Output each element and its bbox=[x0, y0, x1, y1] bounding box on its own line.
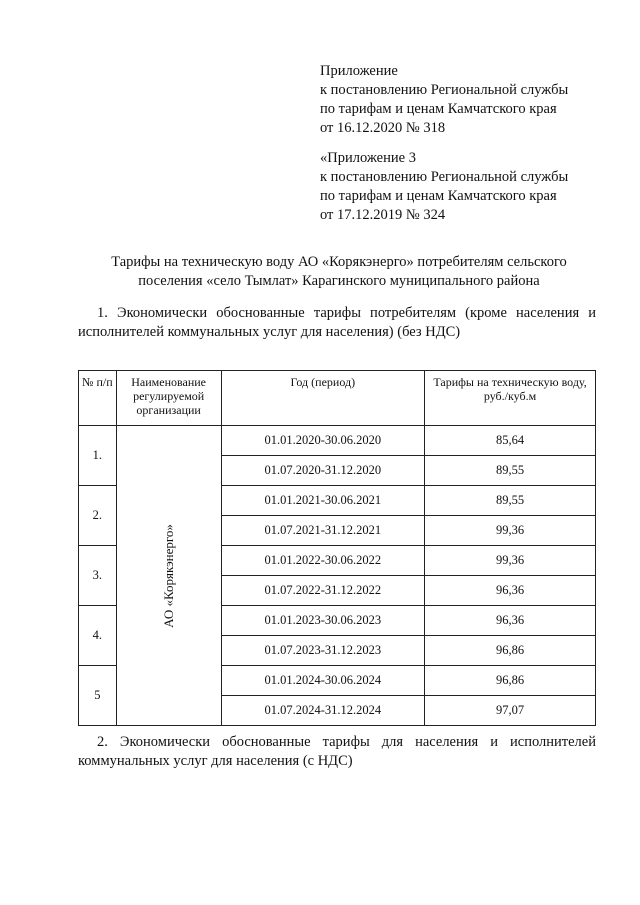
appendix-line: по тарифам и ценам Камчатского края bbox=[320, 188, 557, 204]
tariff-cell: 96,36 bbox=[425, 576, 596, 606]
header-num: № п/п bbox=[79, 371, 117, 426]
row-number: 2. bbox=[79, 486, 117, 546]
previous-appendix-header bbox=[320, 149, 610, 225]
period-cell: 01.01.2024-30.06.2024 bbox=[221, 666, 425, 696]
row-number: 5 bbox=[79, 666, 117, 726]
header-period: Год (период) bbox=[221, 371, 425, 426]
tariff-cell: 96,86 bbox=[425, 666, 596, 696]
table-header-row bbox=[79, 371, 596, 426]
period-cell: 01.07.2021-31.12.2021 bbox=[221, 516, 425, 546]
section-2-heading: 2. Экономически обоснованные тарифы для населения и исполнителей коммунальных услуг для населения (с НДС) bbox=[78, 734, 596, 769]
section-1-heading: 1. Экономически обоснованные тарифы потребителям (кроме населения и исполнителей коммунальных услуг для населения) (без НДС) bbox=[78, 305, 596, 340]
appendix-line: к постановлению Региональной службы bbox=[320, 82, 569, 98]
tariff-table bbox=[78, 370, 596, 726]
appendix-line: «Приложение 3 bbox=[320, 150, 416, 166]
document-title: Тарифы на техническую воду АО «Корякэнерго» потребителям сельского поселения «село Тымлат» Карагинского муниципального района bbox=[111, 254, 567, 289]
appendix-line: к постановлению Региональной службы bbox=[320, 169, 569, 185]
appendix-line: по тарифам и ценам Камчатского края bbox=[320, 101, 557, 117]
tariff-cell: 89,55 bbox=[425, 486, 596, 516]
row-number: 1. bbox=[79, 426, 117, 486]
tariff-cell: 96,36 bbox=[425, 606, 596, 636]
appendix-header bbox=[320, 62, 610, 138]
tariff-cell: 97,07 bbox=[425, 696, 596, 726]
period-cell: 01.01.2022-30.06.2022 bbox=[221, 546, 425, 576]
tariff-cell: 85,64 bbox=[425, 426, 596, 456]
appendix-line: от 17.12.2019 № 324 bbox=[320, 207, 446, 223]
period-cell: 01.07.2022-31.12.2022 bbox=[221, 576, 425, 606]
appendix-line: Приложение bbox=[320, 63, 398, 79]
tariff-cell: 99,36 bbox=[425, 546, 596, 576]
row-number: 4. bbox=[79, 606, 117, 666]
period-cell: 01.01.2023-30.06.2023 bbox=[221, 606, 425, 636]
period-cell: 01.01.2021-30.06.2021 bbox=[221, 486, 425, 516]
header-org: Наименование регулируемой организации bbox=[116, 371, 221, 426]
appendix-line: от 16.12.2020 № 318 bbox=[320, 120, 446, 136]
tariff-cell: 89,55 bbox=[425, 456, 596, 486]
period-cell: 01.07.2024-31.12.2024 bbox=[221, 696, 425, 726]
period-cell: 01.01.2020-30.06.2020 bbox=[221, 426, 425, 456]
tariff-cell: 99,36 bbox=[425, 516, 596, 546]
header-tariff: Тарифы на техническую воду, руб./куб.м bbox=[425, 371, 596, 426]
period-cell: 01.07.2020-31.12.2020 bbox=[221, 456, 425, 486]
organization-name: АО «Корякэнерго» bbox=[160, 523, 176, 628]
organization-cell bbox=[116, 426, 221, 726]
tariff-cell: 96,86 bbox=[425, 636, 596, 666]
table-row bbox=[79, 426, 596, 456]
period-cell: 01.07.2023-31.12.2023 bbox=[221, 636, 425, 666]
row-number: 3. bbox=[79, 546, 117, 606]
